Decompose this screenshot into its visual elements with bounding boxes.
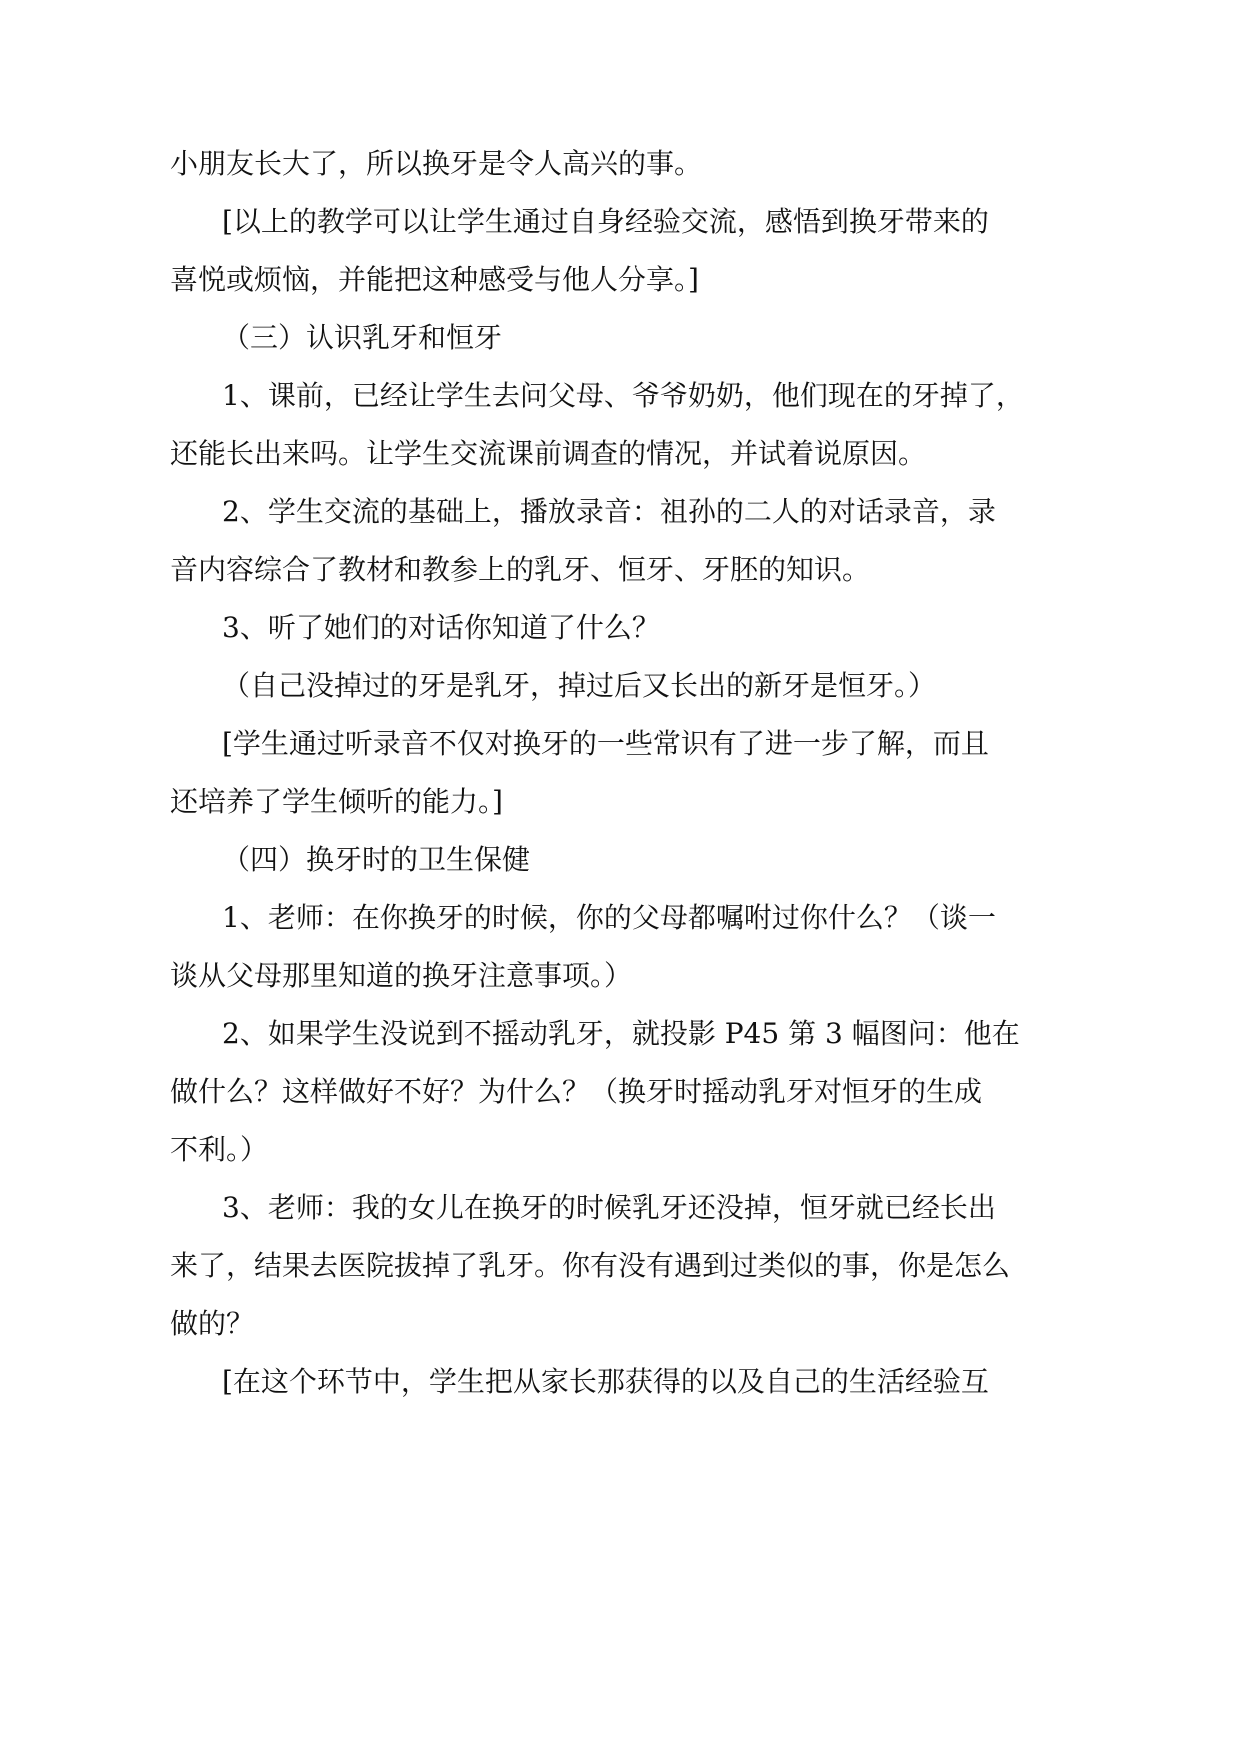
text-line: 不利。）	[170, 1133, 269, 1166]
text-line: [在这个环节中，学生把从家长那获得的以及自己的生活经验互	[222, 1365, 989, 1398]
section-heading: （四）换牙时的卫生保健	[222, 843, 531, 876]
text-line: 2、学生交流的基础上，播放录音：祖孙的二人的对话录音，录	[222, 495, 996, 528]
text-line: 2、如果学生没说到不摇动乳牙，就投影 P45 第 3 幅图问：他在	[222, 1017, 1020, 1050]
text-line: 做什么？这样做好不好？为什么？（换牙时摇动乳牙对恒牙的生成	[170, 1075, 983, 1108]
section-heading: （三）认识乳牙和恒牙	[222, 321, 503, 354]
text-line: 1、课前，已经让学生去问父母、爷爷奶奶，他们现在的牙掉了，	[222, 379, 1024, 412]
text-line: 1、老师：在你换牙的时候，你的父母都嘱咐过你什么？（谈一	[222, 901, 996, 934]
text-line: 还培养了学生倾听的能力。]	[170, 785, 503, 818]
text-line: 3、听了她们的对话你知道了什么？	[222, 611, 660, 644]
text-line: （自己没掉过的牙是乳牙，掉过后又长出的新牙是恒牙。）	[222, 669, 937, 702]
text-line: [学生通过听录音不仅对换牙的一些常识有了进一步了解，而且	[222, 727, 989, 760]
text-line: 来了，结果去医院拔掉了乳牙。你有没有遇到过类似的事，你是怎么	[170, 1249, 1011, 1282]
text-line: 3、老师：我的女儿在换牙的时候乳牙还没掉，恒牙就已经长出	[222, 1191, 996, 1224]
text-line: 做的？	[170, 1307, 255, 1340]
text-line: 音内容综合了教材和教参上的乳牙、恒牙、牙胚的知识。	[170, 553, 871, 586]
text-line: 小朋友长大了，所以换牙是令人高兴的事。	[170, 147, 703, 180]
text-line: 喜悦或烦恼，并能把这种感受与他人分享。]	[170, 263, 699, 296]
text-line: 还能长出来吗。让学生交流课前调查的情况，并试着说原因。	[170, 437, 927, 470]
text-line: [以上的教学可以让学生通过自身经验交流，感悟到换牙带来的	[222, 205, 989, 238]
text-line: 谈从父母那里知道的换牙注意事项。）	[170, 959, 633, 992]
